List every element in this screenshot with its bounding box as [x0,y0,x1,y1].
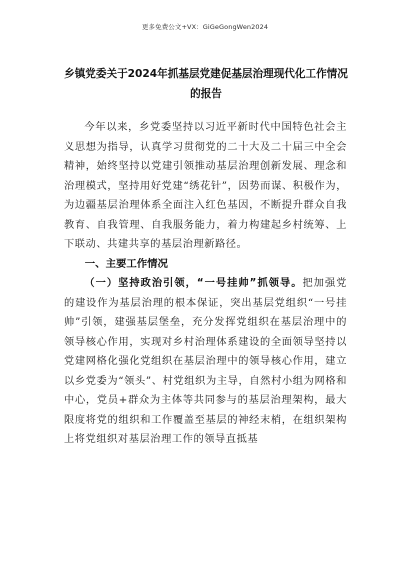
document-title: 乡镇党委关于2024年抓基层党建促基层治理现代化工作情况的报告 [64,68,348,100]
subsection-paragraph [64,274,347,450]
subsection-text: 把加强党的建设作为基层治理的根本保证，突出基层党组织“一号挂帅”引领，建强基层堡垒，充分发挥党组织在基层治理中的领导核心作用，实现对乡村治理体系建设的全面领导坚持以党建网格化强化党组织在基层治理中的领导核心作用，建立以乡党委为“领头”、村党组织为主导，自然村小组为网格和中心，党员+群众为主体等共同参与的基层治理架构，最大限度将党的组织和工作覆盖至基层的神经末梢，在组织架构上将党组织对基层治理工作的领导直抵基 [64,278,347,445]
intro-paragraph: 今年以来，乡党委坚持以习近平新时代中国特色社会主义思想为指导，认真学习贯彻党的二十大及二十届三中全会精神，始终坚持以党建引领推动基层治理创新发展、理念和治理模式，坚持用好党建“绣花针”，因势而谋、积极作为，为边疆基层治理体系全面注入红色基因，不断提升群众自我教育、自我管理、自我服务能力，着力构建起乡村统筹、上下联动、共建共享的基层治理新路径。 [64,122,347,250]
section-heading: 一、主要工作情况 [84,257,168,270]
document-body [64,118,347,450]
header-note: 更多免费公文+VX：GiGeGongWen2024 [141,23,269,31]
subsection-heading: （一）坚持政治引领，“一号挂帅”抓领导。 [84,278,303,289]
